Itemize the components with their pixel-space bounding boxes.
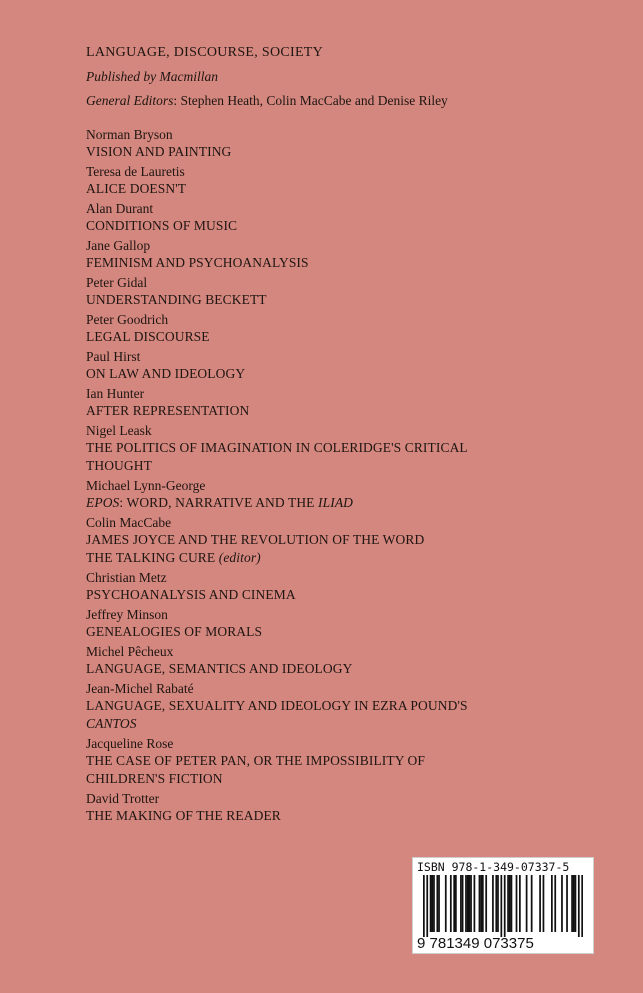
series-title: LANGUAGE, DISCOURSE, SOCIETY — [86, 45, 324, 60]
barcode-bar — [479, 875, 481, 932]
barcode-bar — [526, 875, 528, 932]
book-author: Jane Gallop — [86, 238, 151, 253]
book-title: LANGUAGE, SEMANTICS AND IDEOLOGY — [86, 661, 353, 676]
book-title: LEGAL DISCOURSE — [86, 329, 210, 344]
book-author: Paul Hirst — [86, 349, 141, 364]
barcode-bar — [561, 875, 563, 932]
barcode-bar — [430, 875, 432, 932]
barcode-bar — [436, 875, 438, 932]
barcode-bar — [507, 875, 509, 932]
barcode-bar — [470, 875, 472, 932]
book-title — [86, 494, 566, 512]
barcode-bar — [485, 875, 487, 932]
book-title-line-2: CHILDREN'S FICTION — [86, 771, 223, 786]
barcode-bar — [450, 875, 452, 932]
barcode-bar — [566, 875, 568, 932]
barcode-bars — [423, 875, 583, 937]
barcode-bar — [504, 875, 506, 937]
barcode-bar — [554, 875, 556, 932]
barcode-bar — [460, 875, 462, 932]
list-item — [86, 164, 566, 198]
barcode-bar — [453, 875, 455, 932]
isbn-barcode — [412, 857, 594, 954]
title-iliad: ILIAD — [318, 495, 354, 510]
barcode-bar — [500, 875, 502, 937]
isbn-text: ISBN 978-1-349-07337-5 — [417, 860, 570, 874]
book-list — [86, 127, 566, 828]
book-title-line-1: THE CASE OF PETER PAN, OR THE IMPOSSIBILITY OF — [86, 753, 426, 768]
title-talking-cure: THE TALKING CURE — [86, 550, 219, 565]
barcode-bar — [509, 875, 511, 932]
barcode-bar — [539, 875, 541, 932]
editors-label: General Editors — [86, 93, 174, 108]
book-author: Alan Durant — [86, 201, 154, 216]
book-title: VISION AND PAINTING — [86, 144, 232, 159]
list-item — [86, 386, 566, 420]
barcode-bar — [519, 875, 521, 932]
book-title: UNDERSTANDING BECKETT — [86, 292, 267, 307]
barcode-bar — [531, 875, 533, 932]
book-author: Christian Metz — [86, 570, 167, 585]
list-item — [86, 478, 566, 512]
book-author: Jean-Michel Rabaté — [86, 681, 194, 696]
list-item — [86, 201, 566, 235]
barcode-bar — [543, 875, 545, 932]
book-author: Michael Lynn-George — [86, 478, 206, 493]
barcode-bar — [516, 875, 518, 932]
barcode-bar — [431, 875, 433, 932]
barcode-bar — [465, 875, 467, 932]
barcode-digits: 9 781349 073375 — [417, 935, 534, 952]
barcode-bar — [455, 875, 457, 932]
barcode-bar — [511, 875, 513, 932]
series-header — [86, 44, 606, 109]
list-item — [86, 127, 566, 161]
barcode-bar — [480, 875, 482, 932]
list-item — [86, 791, 566, 825]
list-item — [86, 644, 566, 678]
book-author: Nigel Leask — [86, 423, 152, 438]
barcode-bar — [581, 875, 583, 937]
barcode-bar — [426, 875, 428, 937]
book-title: PSYCHOANALYSIS AND CINEMA — [86, 587, 296, 602]
list-item — [86, 681, 566, 733]
barcode-bar — [551, 875, 553, 932]
list-item — [86, 570, 566, 604]
barcode-bar — [482, 875, 484, 932]
barcode-bar — [445, 875, 447, 932]
book-author: Norman Bryson — [86, 127, 173, 142]
book-title: ON LAW AND IDEOLOGY — [86, 366, 246, 381]
book-title: THE MAKING OF THE READER — [86, 808, 281, 823]
book-title: AFTER REPRESENTATION — [86, 403, 250, 418]
book-author: Jacqueline Rose — [86, 736, 174, 751]
book-title-line-2: CANTOS — [86, 716, 137, 731]
book-title: ALICE DOESN'T — [86, 181, 187, 196]
editor-note: (editor) — [218, 550, 261, 565]
book-title: CONDITIONS OF MUSIC — [86, 218, 238, 233]
book-title: GENEALOGIES OF MORALS — [86, 624, 263, 639]
title-epos: EPOS — [86, 495, 120, 510]
book-author: Colin MacCabe — [86, 515, 172, 530]
editors-names: : Stephen Heath, Colin MacCabe and Denise Riley — [173, 93, 448, 108]
book-author: Michel Pêcheux — [86, 644, 174, 659]
title-middle: : WORD, NARRATIVE AND THE — [119, 495, 319, 510]
barcode-bar — [462, 875, 464, 932]
list-item — [86, 736, 566, 788]
list-item — [86, 238, 566, 272]
barcode-bar — [492, 875, 494, 932]
book-author: Peter Gidal — [86, 275, 148, 290]
book-title-line-2: THOUGHT — [86, 458, 152, 473]
book-title: FEMINISM AND PSYCHOANALYSIS — [86, 255, 309, 270]
book-title-line-1: JAMES JOYCE AND THE REVOLUTION OF THE WORD — [86, 532, 425, 547]
list-item — [86, 349, 566, 383]
barcode-bar — [423, 875, 425, 937]
book-author: Teresa de Lauretis — [86, 164, 185, 179]
book-author: Peter Goodrich — [86, 312, 169, 327]
list-item — [86, 275, 566, 309]
list-item — [86, 607, 566, 641]
barcode-bar — [468, 875, 470, 932]
book-author: Ian Hunter — [86, 386, 145, 401]
barcode-bar — [467, 875, 469, 932]
list-item — [86, 312, 566, 346]
barcode-bar — [573, 875, 575, 932]
barcode-bar — [578, 875, 580, 937]
list-item — [86, 423, 566, 475]
general-editors-line — [86, 92, 606, 109]
book-title-line-2 — [86, 549, 566, 567]
barcode-bar — [497, 875, 499, 932]
book-title-line-1: THE POLITICS OF IMAGINATION IN COLERIDGE'S CRITICAL — [86, 440, 468, 455]
barcode-bar — [433, 875, 435, 932]
book-title-line-1: LANGUAGE, SEXUALITY AND IDEOLOGY IN EZRA POUND'S — [86, 698, 468, 713]
barcode-bar — [438, 875, 440, 932]
barcode-bar — [575, 875, 577, 932]
barcode-bar — [571, 875, 573, 932]
list-item — [86, 515, 566, 567]
book-author: David Trotter — [86, 791, 160, 806]
publisher-line: Published by Macmillan — [86, 69, 218, 84]
barcode-bar — [495, 875, 497, 932]
barcode-bar — [474, 875, 476, 932]
book-author: Jeffrey Minson — [86, 607, 168, 622]
